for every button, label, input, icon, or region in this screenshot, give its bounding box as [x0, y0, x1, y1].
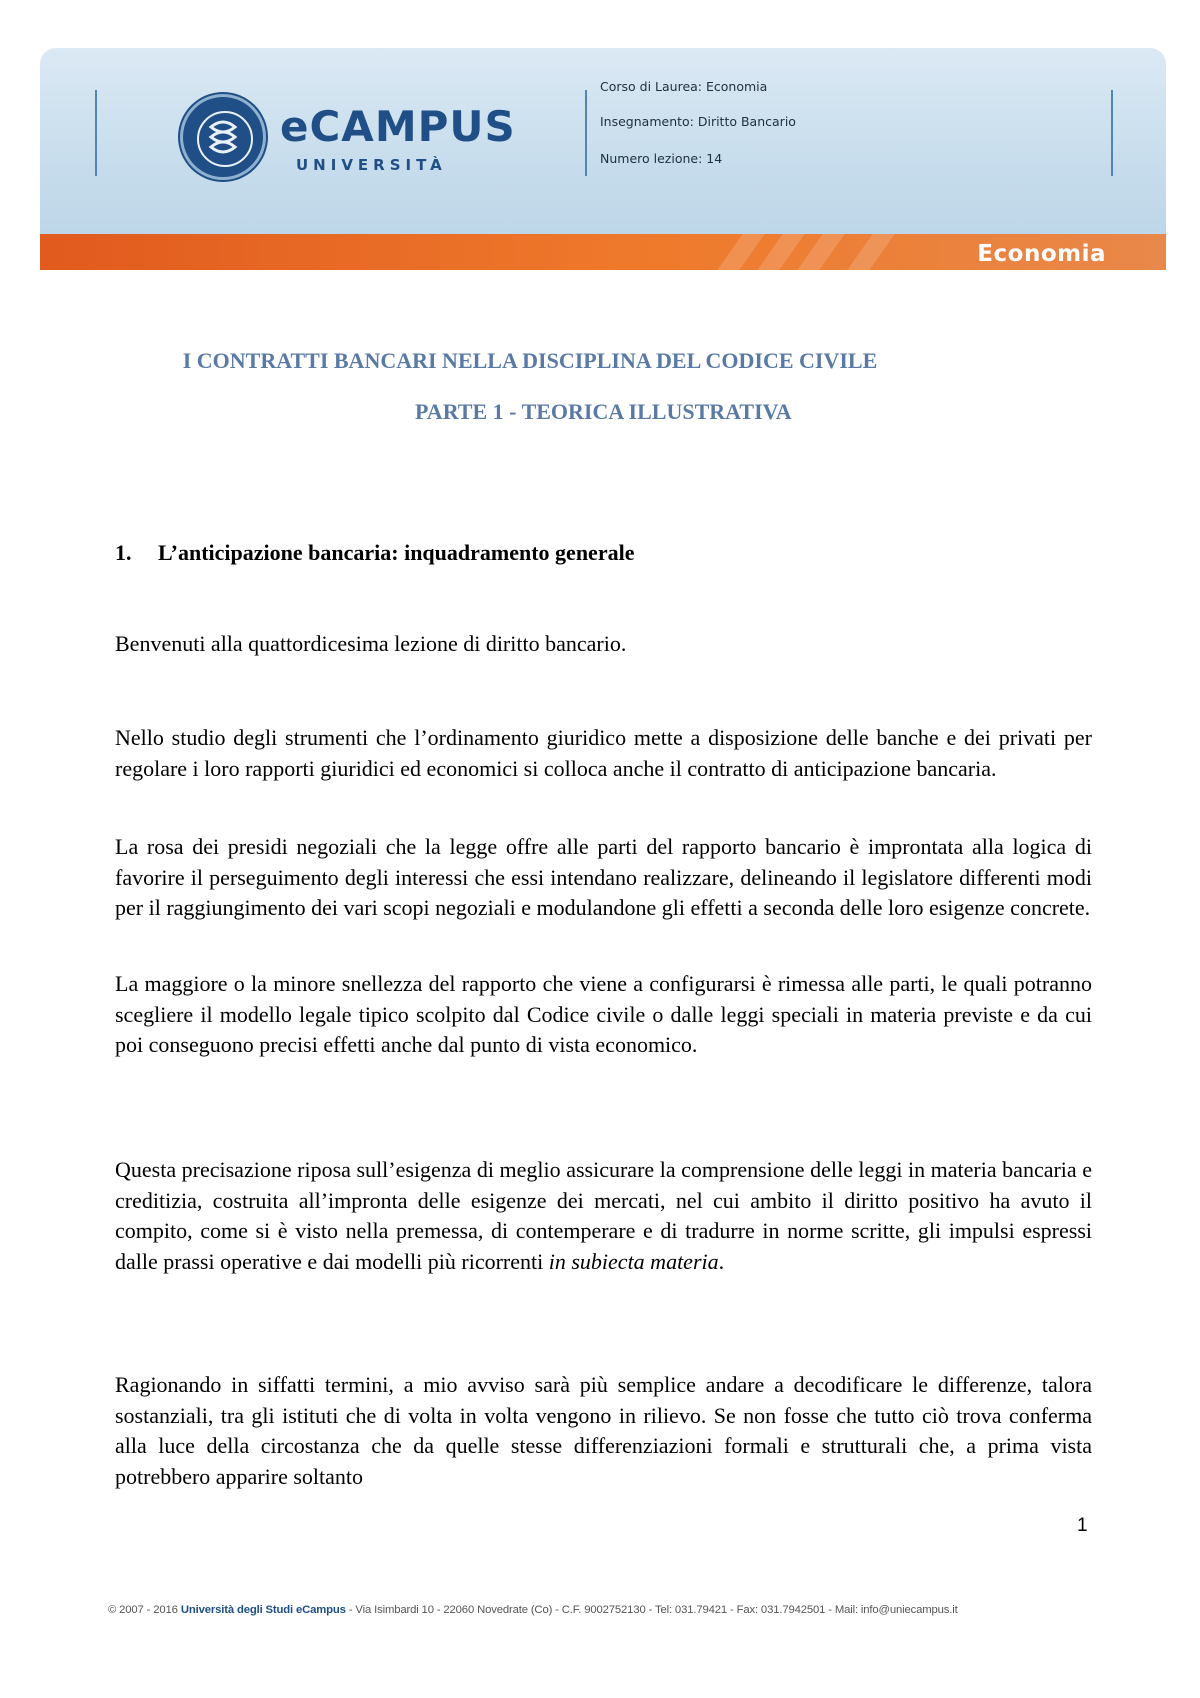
- paragraph-welcome: Benvenuti alla quattordicesima lezione di diritto bancario.: [115, 631, 627, 656]
- subject-info: Insegnamento: Diritto Bancario: [600, 114, 796, 129]
- brand-wordmark: eCAMPUS: [280, 102, 516, 151]
- university-logo-icon: [180, 94, 266, 180]
- header-orange-band: [40, 234, 1166, 270]
- brand-subtitle: UNIVERSITÀ: [296, 156, 447, 174]
- header-divider-middle: [585, 90, 587, 176]
- header-divider-left: [95, 90, 97, 176]
- section-number: 1.: [115, 540, 132, 565]
- italic-latin-phrase: in subiecta materia: [548, 1248, 719, 1274]
- paragraph-precisazione-end: .: [718, 1248, 725, 1274]
- section-heading: [115, 540, 634, 566]
- footer-details: - Via Isimbardi 10 - 22060 Novedrate (Co) - C.F. 9002752130 - Tel: 031.79421 - Fax: 031.7942501 - Mail: info@uniecampus.it: [348, 1604, 958, 1616]
- footer-university: Università degli Studi eCampus: [180, 1604, 346, 1616]
- paragraph-intro: Nello studio degli strumenti che l’ordinamento giuridico mette a disposizione delle banche e dei privati per regolare i loro rapporti giuridici ed economici si colloca anche il contratto di anticipazione bancaria.: [115, 725, 1092, 781]
- page-header: [40, 48, 1166, 270]
- course-info: Corso di Laurea: Economia: [600, 79, 768, 94]
- paragraph-precisazione: [115, 1155, 1092, 1277]
- paragraph-presidi: La rosa dei presidi negoziali che la legge offre alle parti del rapporto bancario è improntata alla logica di favorire il perseguimento degli interessi che essi intendano realizzare, delineando il legislatore differenti modi per il raggiungimento dei vari scopi negoziali e modulandone gli effetti a seconda delle loro esigenze concrete.: [115, 834, 1092, 920]
- paragraph-snellezza: La maggiore o la minore snellezza del rapporto che viene a configurarsi è rimessa alle parti, le quali potranno scegliere il modello legale tipico scolpito dal Codice civile o dalle leggi speciali in materia previste e da cui poi conseguono precisi effetti anche dal punto di vista economico.: [115, 971, 1092, 1057]
- document-title: I CONTRATTI BANCARI NELLA DISCIPLINA DEL CODICE CIVILE: [182, 348, 878, 373]
- page-footer: [108, 1604, 958, 1616]
- paragraph-ragionando: Ragionando in siffatti termini, a mio avviso sarà più semplice andare a decodificare le differenze, talora sostanziali, tra gli istituti che di volta in volta vengono in rilievo. Se non fosse che tutto ciò trova conferma alla luce della circostanza che da quelle stesse differenziazioni formali e strutturali che, a prima vista potrebbero apparire soltanto: [115, 1372, 1092, 1489]
- section-title: L’anticipazione bancaria: inquadramento generale: [158, 540, 635, 565]
- lesson-info: Numero lezione: 14: [600, 151, 723, 166]
- document-subtitle: PARTE 1 - TEORICA ILLUSTRATIVA: [415, 399, 792, 424]
- paragraph-precisazione-text: Questa precisazione riposa sull’esigenza di meglio assicurare la comprensione delle leggi in materia bancaria e creditizia, costruita all’impronta delle esigenze dei mercati, nel cui ambito il diritto positivo ha avuto il compito, come si è visto nella premessa, di contemperare e di tradurre in norme scritte, gli impulsi espressi dalle prassi operative e dai modelli più ricorrenti: [115, 1157, 1092, 1274]
- page-number: 1: [1077, 1515, 1088, 1536]
- faculty-label: Economia: [977, 241, 1106, 267]
- header-divider-right: [1111, 90, 1113, 176]
- footer-copyright: © 2007 - 2016: [108, 1604, 178, 1616]
